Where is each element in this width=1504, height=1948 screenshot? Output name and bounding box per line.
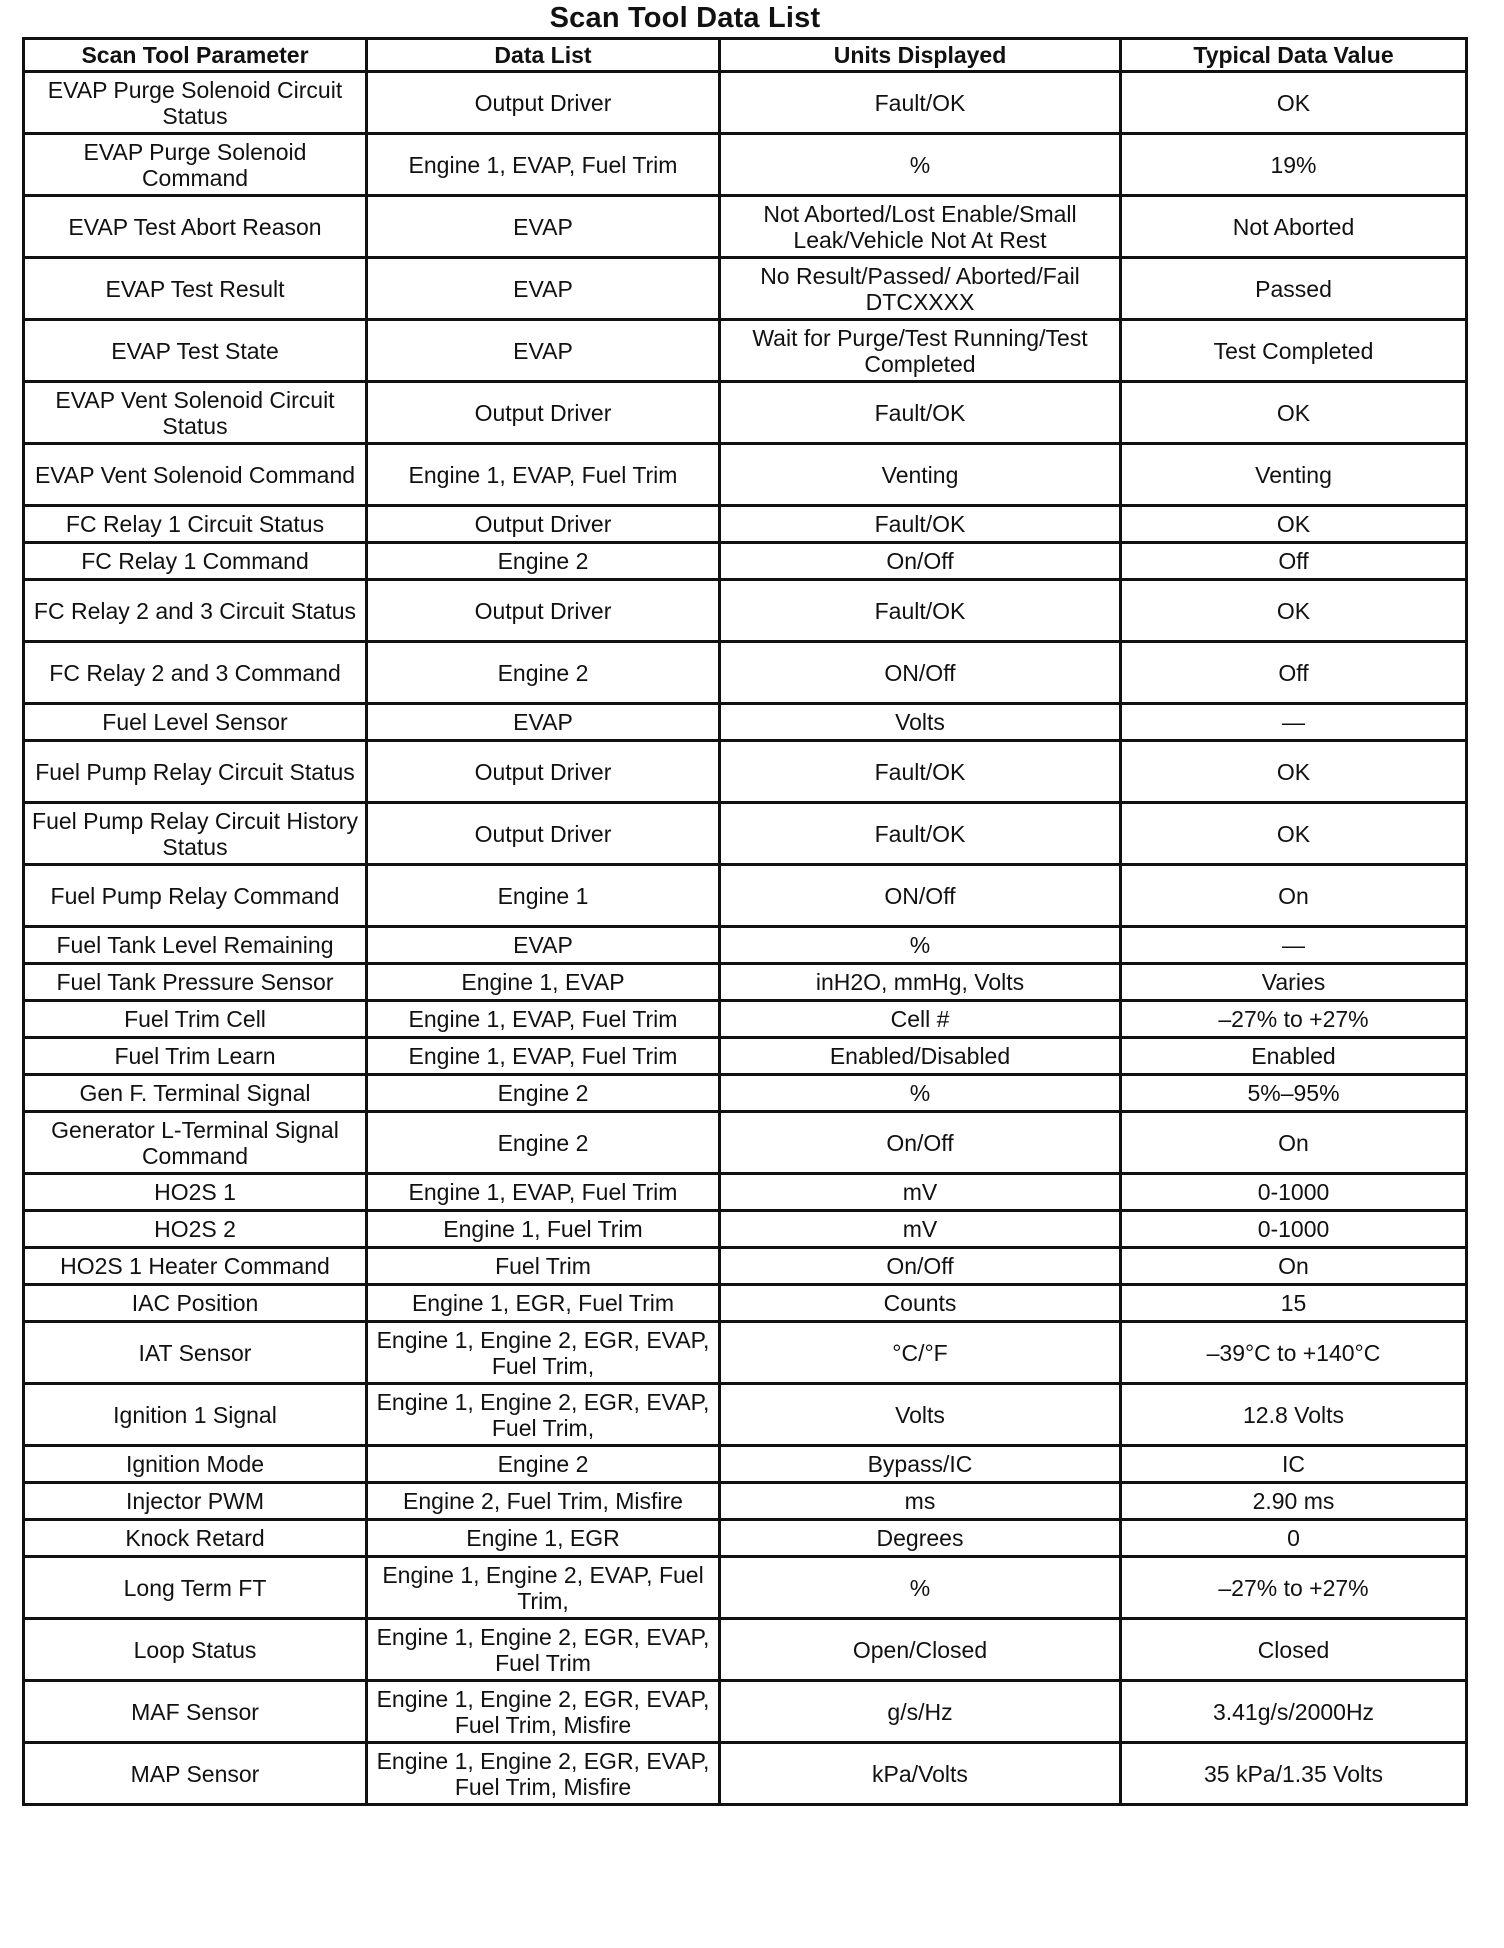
cell-typical-value: 12.8 Volts — [1121, 1384, 1467, 1446]
table-row — [24, 704, 1467, 741]
cell-typical-value: — — [1121, 704, 1467, 741]
cell-parameter: EVAP Vent Solenoid Circuit Status — [24, 382, 367, 444]
cell-units: Bypass/IC — [720, 1446, 1121, 1483]
cell-parameter: Knock Retard — [24, 1520, 367, 1557]
table-row — [24, 444, 1467, 506]
cell-units: g/s/Hz — [720, 1681, 1121, 1743]
cell-units: Fault/OK — [720, 382, 1121, 444]
table-row — [24, 196, 1467, 258]
cell-typical-value: 19% — [1121, 134, 1467, 196]
cell-typical-value: 0 — [1121, 1520, 1467, 1557]
table-row — [24, 543, 1467, 580]
cell-data-list: Engine 2 — [367, 1075, 720, 1112]
cell-units: Cell # — [720, 1001, 1121, 1038]
cell-parameter: Ignition Mode — [24, 1446, 367, 1483]
cell-typical-value: OK — [1121, 741, 1467, 803]
table-row — [24, 741, 1467, 803]
table-row — [24, 1446, 1467, 1483]
table-row — [24, 134, 1467, 196]
cell-units: On/Off — [720, 1112, 1121, 1174]
cell-parameter: Fuel Pump Relay Command — [24, 865, 367, 927]
cell-parameter: HO2S 1 — [24, 1174, 367, 1211]
cell-typical-value: –27% to +27% — [1121, 1557, 1467, 1619]
cell-data-list: Engine 1, EVAP, Fuel Trim — [367, 444, 720, 506]
cell-data-list: Output Driver — [367, 72, 720, 134]
cell-data-list: Engine 1, EVAP, Fuel Trim — [367, 134, 720, 196]
cell-typical-value: 3.41g/s/2000Hz — [1121, 1681, 1467, 1743]
cell-typical-value: OK — [1121, 382, 1467, 444]
cell-parameter: EVAP Purge Solenoid Circuit Status — [24, 72, 367, 134]
table-row — [24, 72, 1467, 134]
cell-data-list: Engine 2 — [367, 543, 720, 580]
cell-parameter: FC Relay 1 Circuit Status — [24, 506, 367, 543]
cell-typical-value: Not Aborted — [1121, 196, 1467, 258]
cell-parameter: IAC Position — [24, 1285, 367, 1322]
cell-parameter: Injector PWM — [24, 1483, 367, 1520]
header-typical-data-value: Typical Data Value — [1121, 39, 1467, 72]
cell-data-list: Engine 2 — [367, 1446, 720, 1483]
cell-typical-value: IC — [1121, 1446, 1467, 1483]
cell-parameter: FC Relay 2 and 3 Command — [24, 642, 367, 704]
cell-units: % — [720, 134, 1121, 196]
cell-units: °C/°F — [720, 1322, 1121, 1384]
scan-tool-data-table — [22, 37, 1468, 1806]
cell-typical-value: –27% to +27% — [1121, 1001, 1467, 1038]
cell-parameter: IAT Sensor — [24, 1322, 367, 1384]
cell-parameter: EVAP Purge Solenoid Command — [24, 134, 367, 196]
table-row — [24, 1384, 1467, 1446]
cell-units: mV — [720, 1211, 1121, 1248]
table-row — [24, 642, 1467, 704]
cell-typical-value: Off — [1121, 543, 1467, 580]
cell-units: ON/Off — [720, 865, 1121, 927]
cell-parameter: Fuel Tank Level Remaining — [24, 927, 367, 964]
cell-data-list: EVAP — [367, 258, 720, 320]
cell-parameter: FC Relay 2 and 3 Circuit Status — [24, 580, 367, 642]
table-row — [24, 1743, 1467, 1805]
cell-data-list: Engine 1, Engine 2, EGR, EVAP, Fuel Trim — [367, 1619, 720, 1681]
cell-data-list: Output Driver — [367, 803, 720, 865]
cell-data-list: EVAP — [367, 196, 720, 258]
cell-typical-value: OK — [1121, 580, 1467, 642]
cell-parameter: MAF Sensor — [24, 1681, 367, 1743]
cell-data-list: Engine 2 — [367, 642, 720, 704]
table-row — [24, 1001, 1467, 1038]
cell-typical-value: 0-1000 — [1121, 1211, 1467, 1248]
cell-units: Fault/OK — [720, 72, 1121, 134]
cell-units: Volts — [720, 704, 1121, 741]
cell-data-list: EVAP — [367, 320, 720, 382]
table-row — [24, 1038, 1467, 1075]
cell-units: Not Aborted/Lost Enable/Small Leak/Vehicle Not At Rest — [720, 196, 1121, 258]
cell-units: On/Off — [720, 1248, 1121, 1285]
cell-data-list: Engine 1, Engine 2, EGR, EVAP, Fuel Trim, — [367, 1322, 720, 1384]
table-row — [24, 1112, 1467, 1174]
cell-units: Open/Closed — [720, 1619, 1121, 1681]
cell-units: On/Off — [720, 543, 1121, 580]
cell-units: No Result/Passed/ Aborted/Fail DTCXXXX — [720, 258, 1121, 320]
cell-parameter: Generator L-Terminal Signal Command — [24, 1112, 367, 1174]
cell-typical-value: OK — [1121, 506, 1467, 543]
page-title: Scan Tool Data List — [549, 2, 821, 34]
cell-units: Counts — [720, 1285, 1121, 1322]
cell-data-list: Engine 1, Engine 2, EGR, EVAP, Fuel Trim, — [367, 1384, 720, 1446]
cell-data-list: Engine 1, EGR, Fuel Trim — [367, 1285, 720, 1322]
cell-typical-value: 35 kPa/1.35 Volts — [1121, 1743, 1467, 1805]
cell-parameter: EVAP Test State — [24, 320, 367, 382]
cell-typical-value: Venting — [1121, 444, 1467, 506]
table-row — [24, 927, 1467, 964]
table-row — [24, 1520, 1467, 1557]
cell-units: Fault/OK — [720, 506, 1121, 543]
cell-data-list: EVAP — [367, 927, 720, 964]
cell-parameter: EVAP Vent Solenoid Command — [24, 444, 367, 506]
cell-typical-value: Closed — [1121, 1619, 1467, 1681]
cell-units: % — [720, 927, 1121, 964]
cell-typical-value: 2.90 ms — [1121, 1483, 1467, 1520]
cell-parameter: HO2S 1 Heater Command — [24, 1248, 367, 1285]
cell-typical-value: OK — [1121, 803, 1467, 865]
cell-typical-value: –39°C to +140°C — [1121, 1322, 1467, 1384]
header-units-displayed: Units Displayed — [720, 39, 1121, 72]
cell-data-list: Engine 1, Engine 2, EGR, EVAP, Fuel Trim, Misfire — [367, 1681, 720, 1743]
cell-units: Volts — [720, 1384, 1121, 1446]
table-row — [24, 865, 1467, 927]
cell-typical-value: On — [1121, 1112, 1467, 1174]
cell-data-list: Engine 1, EVAP — [367, 964, 720, 1001]
cell-parameter: FC Relay 1 Command — [24, 543, 367, 580]
cell-typical-value: 15 — [1121, 1285, 1467, 1322]
table-row — [24, 1248, 1467, 1285]
cell-data-list: Engine 1, EVAP, Fuel Trim — [367, 1038, 720, 1075]
cell-typical-value: Passed — [1121, 258, 1467, 320]
cell-data-list: Engine 1, Engine 2, EGR, EVAP, Fuel Trim, Misfire — [367, 1743, 720, 1805]
table-row — [24, 1075, 1467, 1112]
cell-data-list: Engine 2, Fuel Trim, Misfire — [367, 1483, 720, 1520]
table-row — [24, 964, 1467, 1001]
cell-units: Fault/OK — [720, 580, 1121, 642]
cell-typical-value: — — [1121, 927, 1467, 964]
cell-parameter: Fuel Tank Pressure Sensor — [24, 964, 367, 1001]
cell-typical-value: Off — [1121, 642, 1467, 704]
cell-parameter: Long Term FT — [24, 1557, 367, 1619]
cell-data-list: Output Driver — [367, 506, 720, 543]
cell-parameter: Fuel Trim Learn — [24, 1038, 367, 1075]
cell-units: Venting — [720, 444, 1121, 506]
table-row — [24, 1483, 1467, 1520]
cell-units: Fault/OK — [720, 741, 1121, 803]
table-row — [24, 1322, 1467, 1384]
table-row — [24, 320, 1467, 382]
cell-data-list: Engine 1, EGR — [367, 1520, 720, 1557]
cell-data-list: Engine 1, EVAP, Fuel Trim — [367, 1001, 720, 1038]
cell-units: ms — [720, 1483, 1121, 1520]
table-row — [24, 382, 1467, 444]
table-row — [24, 580, 1467, 642]
cell-data-list: EVAP — [367, 704, 720, 741]
cell-units: mV — [720, 1174, 1121, 1211]
cell-data-list: Engine 1, Engine 2, EVAP, Fuel Trim, — [367, 1557, 720, 1619]
cell-parameter: EVAP Test Abort Reason — [24, 196, 367, 258]
cell-data-list: Output Driver — [367, 580, 720, 642]
header-data-list: Data List — [367, 39, 720, 72]
cell-data-list: Engine 1, EVAP, Fuel Trim — [367, 1174, 720, 1211]
cell-parameter: Fuel Pump Relay Circuit History Status — [24, 803, 367, 865]
cell-units: % — [720, 1557, 1121, 1619]
cell-units: % — [720, 1075, 1121, 1112]
cell-typical-value: Varies — [1121, 964, 1467, 1001]
header-scan-tool-parameter: Scan Tool Parameter — [24, 39, 367, 72]
cell-typical-value: OK — [1121, 72, 1467, 134]
table-row — [24, 506, 1467, 543]
table-header-row — [24, 39, 1467, 72]
table-body — [24, 72, 1467, 1805]
cell-data-list: Engine 2 — [367, 1112, 720, 1174]
cell-units: ON/Off — [720, 642, 1121, 704]
cell-data-list: Output Driver — [367, 741, 720, 803]
cell-parameter: Loop Status — [24, 1619, 367, 1681]
cell-units: inH2O, mmHg, Volts — [720, 964, 1121, 1001]
table-row — [24, 1285, 1467, 1322]
table-row — [24, 1681, 1467, 1743]
cell-units: kPa/Volts — [720, 1743, 1121, 1805]
cell-parameter: Fuel Trim Cell — [24, 1001, 367, 1038]
cell-typical-value: On — [1121, 1248, 1467, 1285]
cell-parameter: HO2S 2 — [24, 1211, 367, 1248]
table-row — [24, 1619, 1467, 1681]
cell-parameter: Fuel Level Sensor — [24, 704, 367, 741]
cell-units: Degrees — [720, 1520, 1121, 1557]
table-row — [24, 803, 1467, 865]
cell-typical-value: Enabled — [1121, 1038, 1467, 1075]
cell-typical-value: On — [1121, 865, 1467, 927]
cell-parameter: MAP Sensor — [24, 1743, 367, 1805]
cell-parameter: EVAP Test Result — [24, 258, 367, 320]
cell-typical-value: 5%–95% — [1121, 1075, 1467, 1112]
cell-data-list: Engine 1, Fuel Trim — [367, 1211, 720, 1248]
cell-data-list: Fuel Trim — [367, 1248, 720, 1285]
cell-parameter: Gen F. Terminal Signal — [24, 1075, 367, 1112]
table-row — [24, 1557, 1467, 1619]
cell-units: Enabled/Disabled — [720, 1038, 1121, 1075]
table-row — [24, 258, 1467, 320]
cell-data-list: Output Driver — [367, 382, 720, 444]
cell-parameter: Fuel Pump Relay Circuit Status — [24, 741, 367, 803]
cell-parameter: Ignition 1 Signal — [24, 1384, 367, 1446]
cell-typical-value: 0-1000 — [1121, 1174, 1467, 1211]
table-row — [24, 1174, 1467, 1211]
cell-typical-value: Test Completed — [1121, 320, 1467, 382]
cell-units: Wait for Purge/Test Running/Test Completed — [720, 320, 1121, 382]
cell-units: Fault/OK — [720, 803, 1121, 865]
table-row — [24, 1211, 1467, 1248]
cell-data-list: Engine 1 — [367, 865, 720, 927]
